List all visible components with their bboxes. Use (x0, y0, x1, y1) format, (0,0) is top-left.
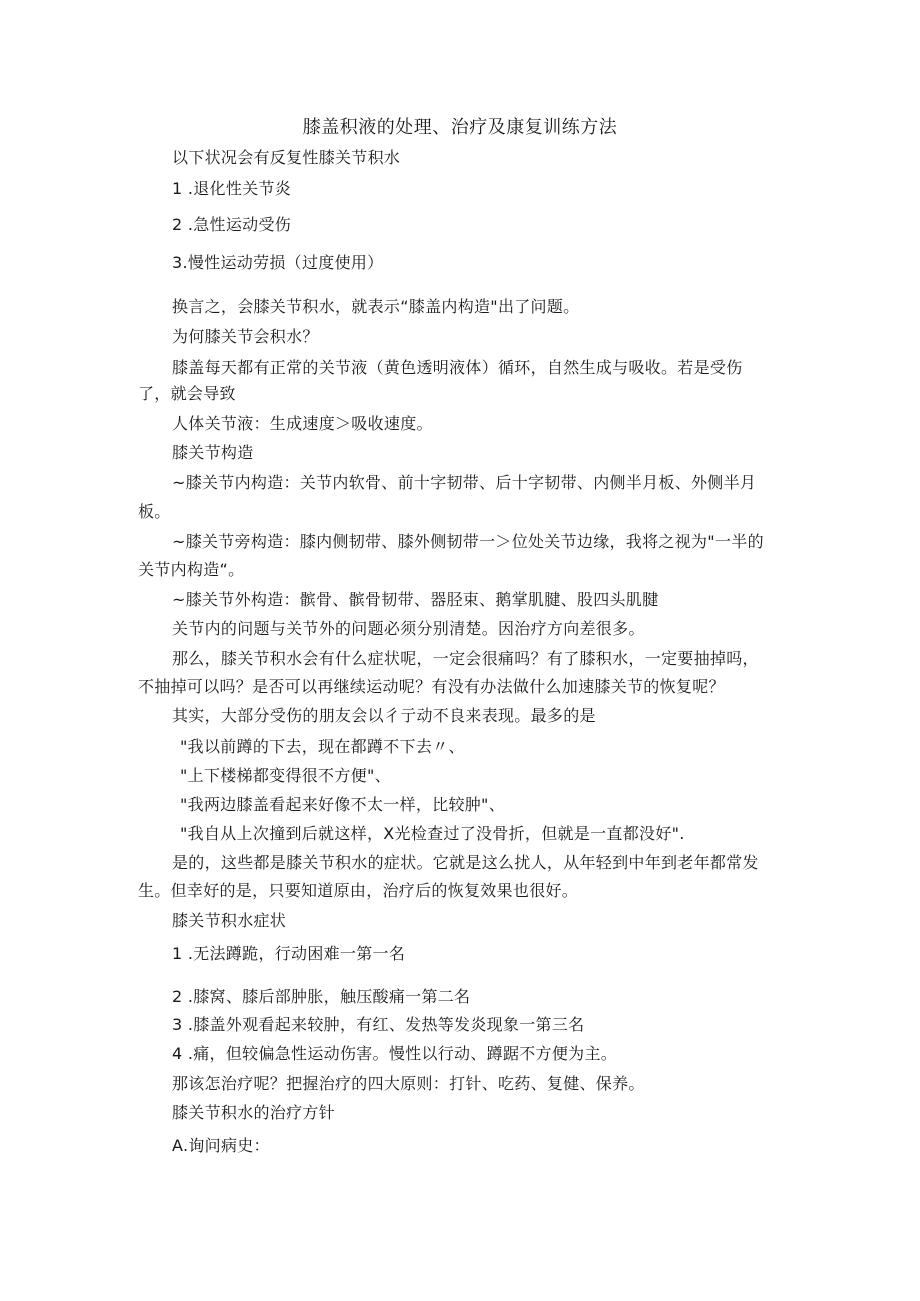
paragraph-line: ~膝关节内构造：关节内软骨、前十字韧带、后十字韧带、内侧半月板、外侧半月 (172, 473, 757, 492)
list-item: 1 .无法蹲跪，行动困难一第一名 (172, 944, 406, 963)
section-heading: 膝关节积水的治疗方针 (172, 1103, 336, 1122)
quote-line: "我两边膝盖看起来好像不太一样，比较肿"、 (180, 795, 506, 814)
paragraph-line: 是的，这些都是膝关节积水的症状。它就是这么扰人，从年轻到中年到老年都常发 (172, 853, 759, 872)
paragraph-line: 换言之，会膝关节积水，就表示“膝盖内构造"出了问题。 (172, 297, 580, 316)
section-heading: 膝关节构造 (172, 443, 254, 462)
paragraph-line: 了，就会导致 (138, 384, 236, 403)
section-heading: 膝关节积水症状 (172, 911, 287, 930)
paragraph-line: ~膝关节旁构造：膝内侧韧带、膝外侧韧带一＞位处关节边缘，我将之视为"一半的 (172, 532, 764, 551)
paragraph-line: 以下状况会有反复性膝关节积水 (172, 148, 401, 167)
paragraph-line: 不抽掉可以吗？是否可以再继续运动呢？有没有办法做什么加速膝关节的恢复呢？ (138, 677, 725, 696)
section-heading: 为何膝关节会积水？ (172, 327, 319, 346)
paragraph-line: 人体关节液：生成速度＞吸收速度。 (172, 414, 433, 433)
list-item: 2 .膝窝、膝后部肿胀，触压酸痛一第二名 (172, 987, 471, 1006)
paragraph-line: 关节内的问题与关节外的问题必须分别清楚。因治疗方向差很多。 (172, 619, 645, 638)
paragraph-line: 那该怎治疗呢？把握治疗的四大原则：打针、吃药、复健、保养。 (172, 1074, 645, 1093)
list-item: 3.慢性运动劳损（过度使用） (172, 253, 384, 272)
quote-line: "我以前蹲的下去，现在都蹲不下去〃、 (180, 737, 465, 756)
document-title: 膝盖积液的处理、治疗及康复训练方法 (302, 117, 618, 138)
paragraph-line: 板。 (138, 502, 171, 521)
list-item: 3 .膝盖外观看起来较肿，有红、发热等发炎现象一第三名 (172, 1015, 585, 1034)
paragraph-line: 膝盖每天都有正常的关节液（黄色透明液体）循环，自然生成与吸收。若是受伤 (172, 358, 743, 377)
list-item: 1 .退化性关节炎 (172, 179, 292, 198)
quote-line: "上下楼梯都变得很不方便"、 (180, 766, 391, 785)
paragraph-line: 其实，大部分受伤的朋友会以彳亍动不良来表现。最多的是 (172, 706, 596, 725)
paragraph-line: 关节内构造“。 (138, 560, 245, 579)
paragraph-line: ~膝关节外构造：髌骨、髌骨韧带、器胫束、鹅掌肌腱、股四头肌腱 (172, 590, 659, 609)
section-heading: A.询问病史： (172, 1136, 270, 1155)
paragraph-line: 生。但幸好的是，只要知道原由，治疗后的恢复效果也很好。 (138, 881, 579, 900)
paragraph-line: 那么，膝关节积水会有什么症状呢，一定会很痛吗？有了膝积水，一定要抽掉吗， (172, 649, 759, 668)
quote-line: "我自从上次撞到后就这样，X光检查过了没骨折，但就是一直都没好". (180, 824, 685, 843)
list-item: 4 .痛，但较偏急性运动伤害。慢性以行动、蹲踞不方便为主。 (172, 1044, 618, 1063)
list-item: 2 .急性运动受伤 (172, 215, 292, 234)
